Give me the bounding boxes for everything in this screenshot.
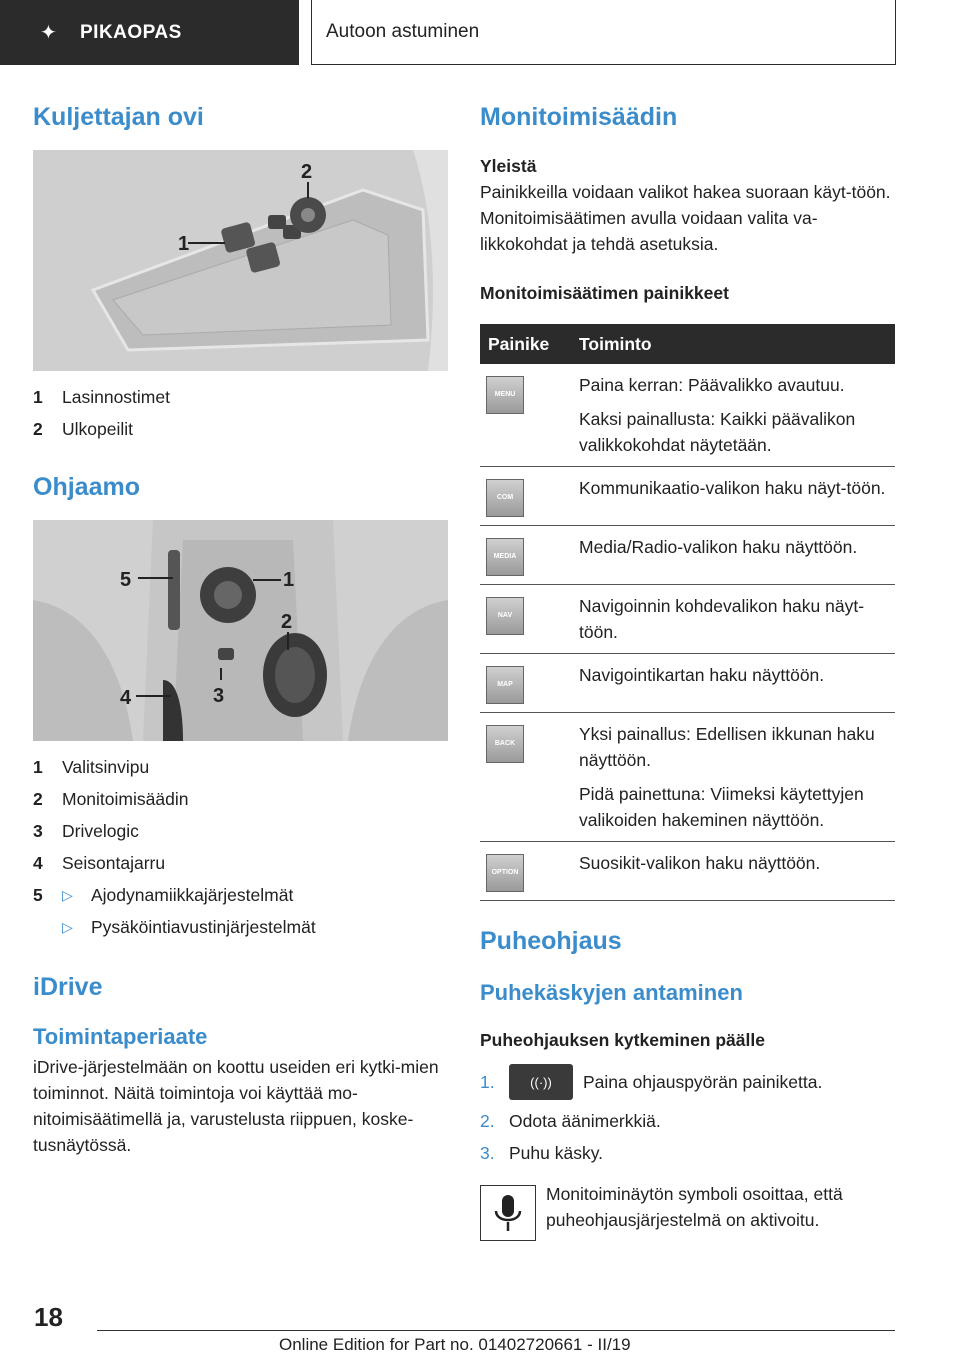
step-item: 1. ((·)) Paina ohjauspyörän painiketta. xyxy=(480,1059,895,1105)
legend-item: 1 Valitsinvipu xyxy=(33,756,150,777)
cockpit-callout-4: 4 xyxy=(120,687,132,709)
idrive-heading: iDrive xyxy=(33,973,103,1001)
table-row: MEDIA Media/Radio-valikon haku näyttöön. xyxy=(480,526,895,585)
chapter-title: Autoon astuminen xyxy=(326,21,480,42)
legend-item: 5 ▷ Ajodynamiikkajärjestelmät xyxy=(33,884,294,905)
voice-activate-title: Puheohjauksen kytkeminen päälle xyxy=(480,1030,765,1050)
table-row: NAV Navigoinnin kohdevalikon haku näyt-töön. xyxy=(480,585,895,654)
cockpit-callout-5: 5 xyxy=(120,569,132,591)
door-panel-image xyxy=(33,150,448,371)
table-row: MENU Paina kerran: Päävalikko avautuu. Kaksi painallusta: Kaikki päävalikon valikkokohdat näytetään. xyxy=(480,364,895,467)
header-chapter xyxy=(311,0,896,65)
step-item: 2. Odota äänimerkkiä. xyxy=(480,1110,661,1131)
legend-item: ▷ Pysäköintiavustinjärjestelmät xyxy=(62,916,316,937)
left-column xyxy=(33,103,448,1158)
voice-note: Monitoiminäytön symboli osoittaa, että puheohjausjärjestelmä on aktivoitu. xyxy=(480,1181,895,1241)
map-button-icon: MAP xyxy=(486,666,524,704)
cockpit-callout-2: 2 xyxy=(281,611,293,633)
cockpit-callout-1: 1 xyxy=(283,569,295,591)
com-button-icon: COM xyxy=(486,479,524,517)
general-text: Painikkeilla voidaan valikot hakea suoraan käyt-töön. Monitoimisäätimen avulla voidaan valita va-likkokohdat ja tehdä asetuksia. xyxy=(480,182,891,254)
table-row: COM Kommunikaatio-valikon haku näyt-töön. xyxy=(480,467,895,526)
table-row: BACK Yksi painallus: Edellisen ikkunan haku näyttöön. Pidä painettuna: Viimeksi käytettyjen valikoiden hakeminen näyttöön. xyxy=(480,713,895,842)
microphone-icon xyxy=(480,1185,536,1241)
legend-item: 1 Lasinnostimet xyxy=(33,386,170,407)
general-title: Yleistä xyxy=(480,156,537,176)
door-legend xyxy=(33,381,448,445)
voice-steps xyxy=(480,1059,895,1169)
table-row: MAP Navigointikartan haku näyttöön. xyxy=(480,654,895,713)
table-header: Toiminto xyxy=(571,324,895,364)
table-header: Painike xyxy=(480,324,571,364)
back-button-icon: BACK xyxy=(486,725,524,763)
door-callout-2: 2 xyxy=(301,161,313,183)
door-callout-1: 1 xyxy=(178,233,190,255)
step-item: 3. Puhu käsky. xyxy=(480,1142,604,1163)
right-column xyxy=(480,103,895,1241)
table-title: Monitoimisäätimen painikkeet xyxy=(480,283,729,303)
idrive-text: iDrive-järjestelmään on koottu useiden eri kytki-mien toiminnot. Näitä toimintoja voi käyttää mo-nitoimisäätimellä ja, varustelusta riippuen, koske-tusnäytössä. xyxy=(33,1057,439,1155)
quick-guide-icon: ✦ xyxy=(40,22,57,44)
bullet-triangle-icon: ▷ xyxy=(62,918,73,935)
table-row: OPTION Suosikit-valikon haku näyttöön. xyxy=(480,842,895,901)
section-title: PIKAOPAS xyxy=(80,21,182,43)
footer-divider xyxy=(97,1330,895,1331)
legend-item: 4 Seisontajarru xyxy=(33,852,166,873)
header-section-tab xyxy=(0,0,299,65)
buttons-table xyxy=(480,324,895,901)
voice-heading: Puheohjaus xyxy=(480,927,622,955)
legend-item: 2 Monitoimisäädin xyxy=(33,788,189,809)
option-button-icon: OPTION xyxy=(486,854,524,892)
nav-button-icon: NAV xyxy=(486,597,524,635)
idrive-subheading: Toimintaperiaate xyxy=(33,1024,208,1049)
cockpit-heading: Ohjaamo xyxy=(33,473,140,501)
controller-heading: Monitoimisäädin xyxy=(480,103,678,131)
menu-button-icon: MENU xyxy=(486,376,524,414)
page-number: 18 xyxy=(34,1302,63,1332)
bullet-triangle-icon: ▷ xyxy=(62,886,73,903)
voice-button-icon: ((·)) xyxy=(509,1064,573,1100)
voice-subheading: Puhekäskyjen antaminen xyxy=(480,980,743,1005)
media-button-icon: MEDIA xyxy=(486,538,524,576)
cockpit-callout-3: 3 xyxy=(213,685,225,707)
edition-text: Online Edition for Part no. 01402720661 - II/19 xyxy=(279,1335,631,1354)
legend-item: 2 Ulkopeilit xyxy=(33,418,133,439)
legend-item: 3 Drivelogic xyxy=(33,820,139,841)
door-heading: Kuljettajan ovi xyxy=(33,103,204,131)
cockpit-legend xyxy=(33,751,448,943)
center-console-image xyxy=(33,520,448,741)
